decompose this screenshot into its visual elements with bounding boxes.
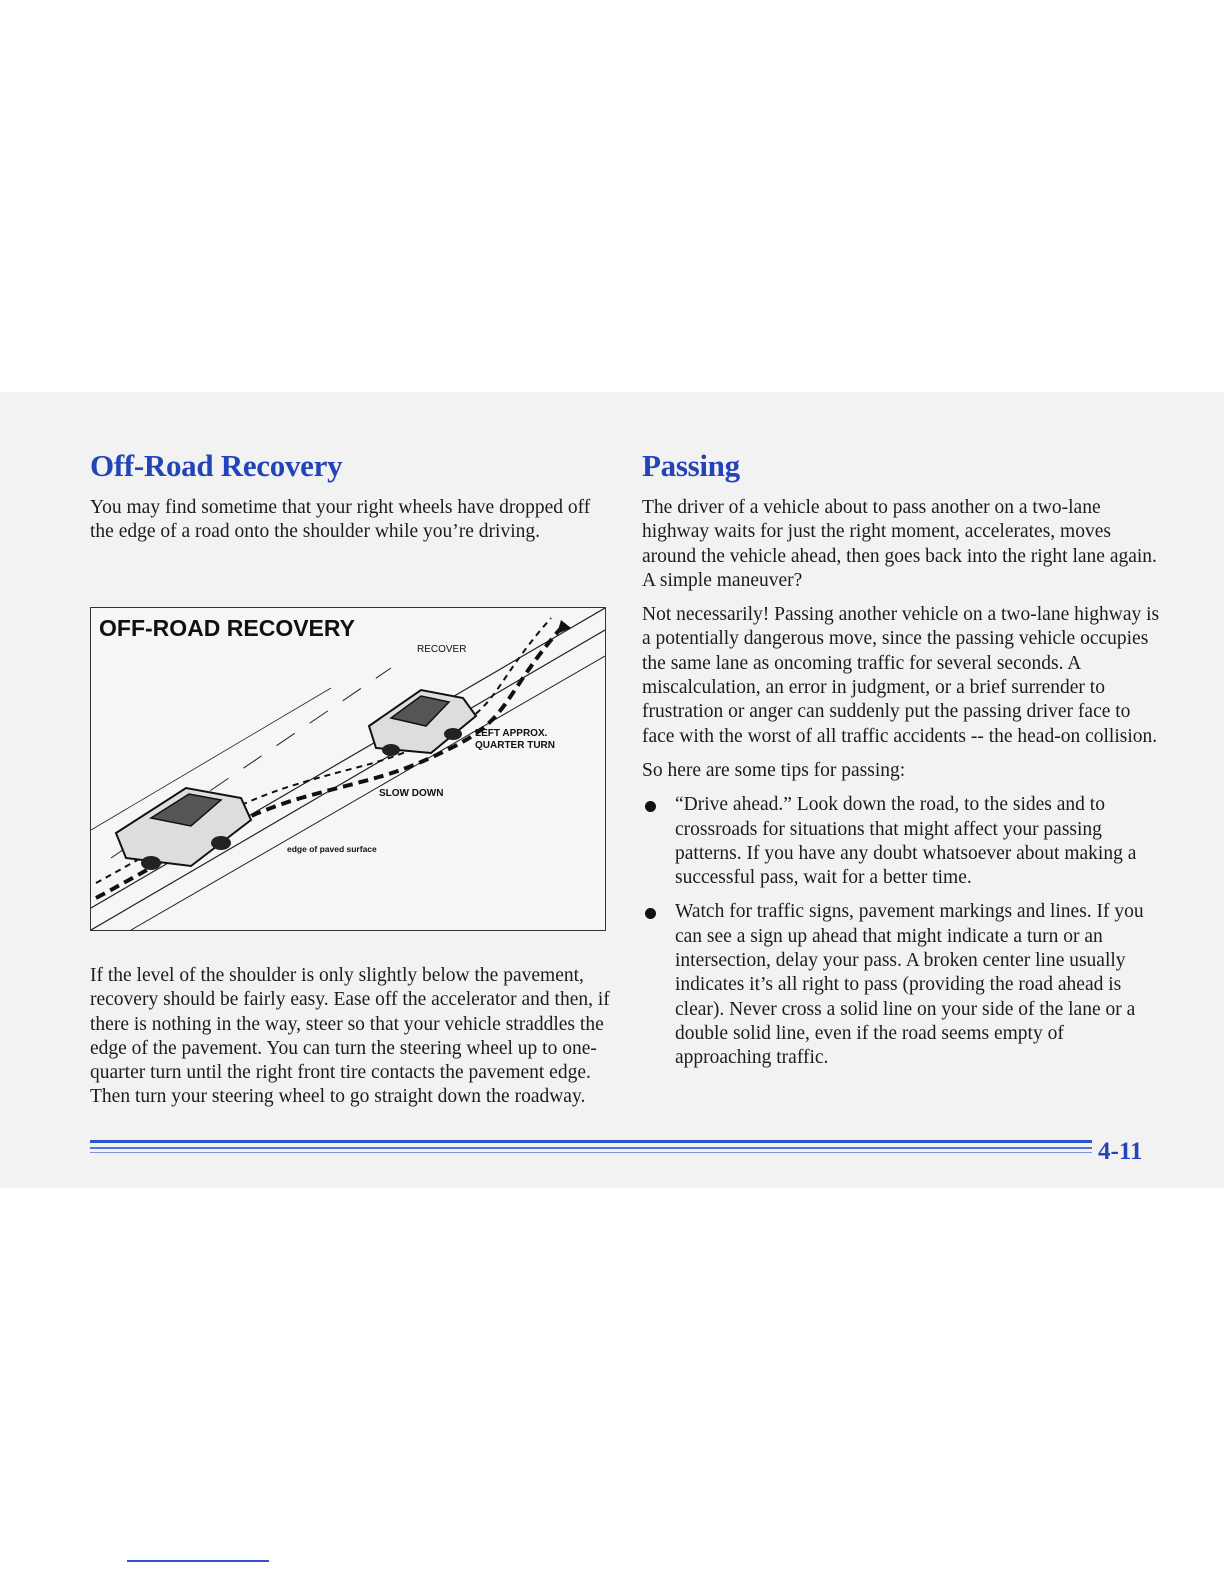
bullet-icon: [645, 908, 656, 919]
section-heading-off-road-recovery: Off-Road Recovery: [90, 448, 343, 483]
intro-paragraph: You may find sometime that your right wheels have dropped off the edge of a road onto the shoulder while you’re driving.: [90, 497, 591, 543]
passing-paragraph-1: The driver of a vehicle about to pass another on a two-lane highway waits for just the right moment, accelerates, moves around the vehicle ahead, then goes back into the right lane again. A simple maneuver?: [642, 497, 1157, 591]
recovery-paragraph: If the level of the shoulder is only slightly below the pavement, recovery should be fairly easy. Ease off the accelerator and then, if there is nothing in the way, steer so that your vehicle straddles the edge of the pavement. You can turn the steering wheel up to one-quarter turn until the right front tire contacts the pavement edge. Then turn your steering wheel to go straight down the roadway.: [90, 965, 610, 1108]
footer-link-underline: [127, 1560, 269, 1562]
off-road-recovery-illustration: [90, 607, 606, 931]
section-heading-passing: Passing: [642, 448, 740, 483]
list-item: [642, 793, 1162, 890]
car-front: [369, 690, 476, 756]
passing-paragraph-3: So here are some tips for passing:: [642, 759, 906, 781]
label-recover: RECOVER: [417, 644, 467, 655]
label-edge-of-paved-surface: edge of paved surface: [287, 844, 377, 854]
list-item: [642, 900, 1162, 1070]
tip-text: Watch for traffic signs, pavement markings and lines. If you can see a sign up ahead that might indicate a turn or an intersection, delay your pass. A broken center line usually indicates it’s all right to pass (providing the road ahead is clear). Never cross a solid line on your side of the lane or a double solid line, even if the road seems empty of approaching traffic.: [675, 901, 1144, 1069]
passing-tips-list: [642, 793, 1162, 1070]
tip-text: “Drive ahead.” Look down the road, to the sides and to crossroads for situations that might affect your passing patterns. If you have any doubt whatsoever about making a successful pass, wait for a better time.: [675, 794, 1137, 889]
page-number: 4-11: [1098, 1138, 1143, 1165]
bullet-icon: [645, 801, 656, 812]
label-left-approx: LEFT APPROX.: [475, 728, 548, 739]
passing-paragraph-2: Not necessarily! Passing another vehicle on a two-lane highway is a potentially dangerous move, since the passing vehicle occupies the same lane as oncoming traffic for several seconds. A miscalculation, an error in judgment, or a brief surrender to frustration or anger can suddenly put the passing driver face to face with the worst of all traffic accidents -- the head-on collision.: [642, 604, 1160, 747]
label-slow-down: SLOW DOWN: [379, 788, 444, 799]
section-passing: [642, 448, 1162, 1081]
section-off-road-recovery: [90, 448, 610, 555]
car-rear: [116, 788, 251, 870]
section-off-road-body: [90, 964, 610, 1120]
figure-title: OFF-ROAD RECOVERY: [99, 615, 355, 641]
footer-rule: [90, 1140, 1092, 1153]
label-quarter-turn: QUARTER TURN: [475, 740, 555, 751]
road-line-shoulder: [91, 630, 605, 930]
